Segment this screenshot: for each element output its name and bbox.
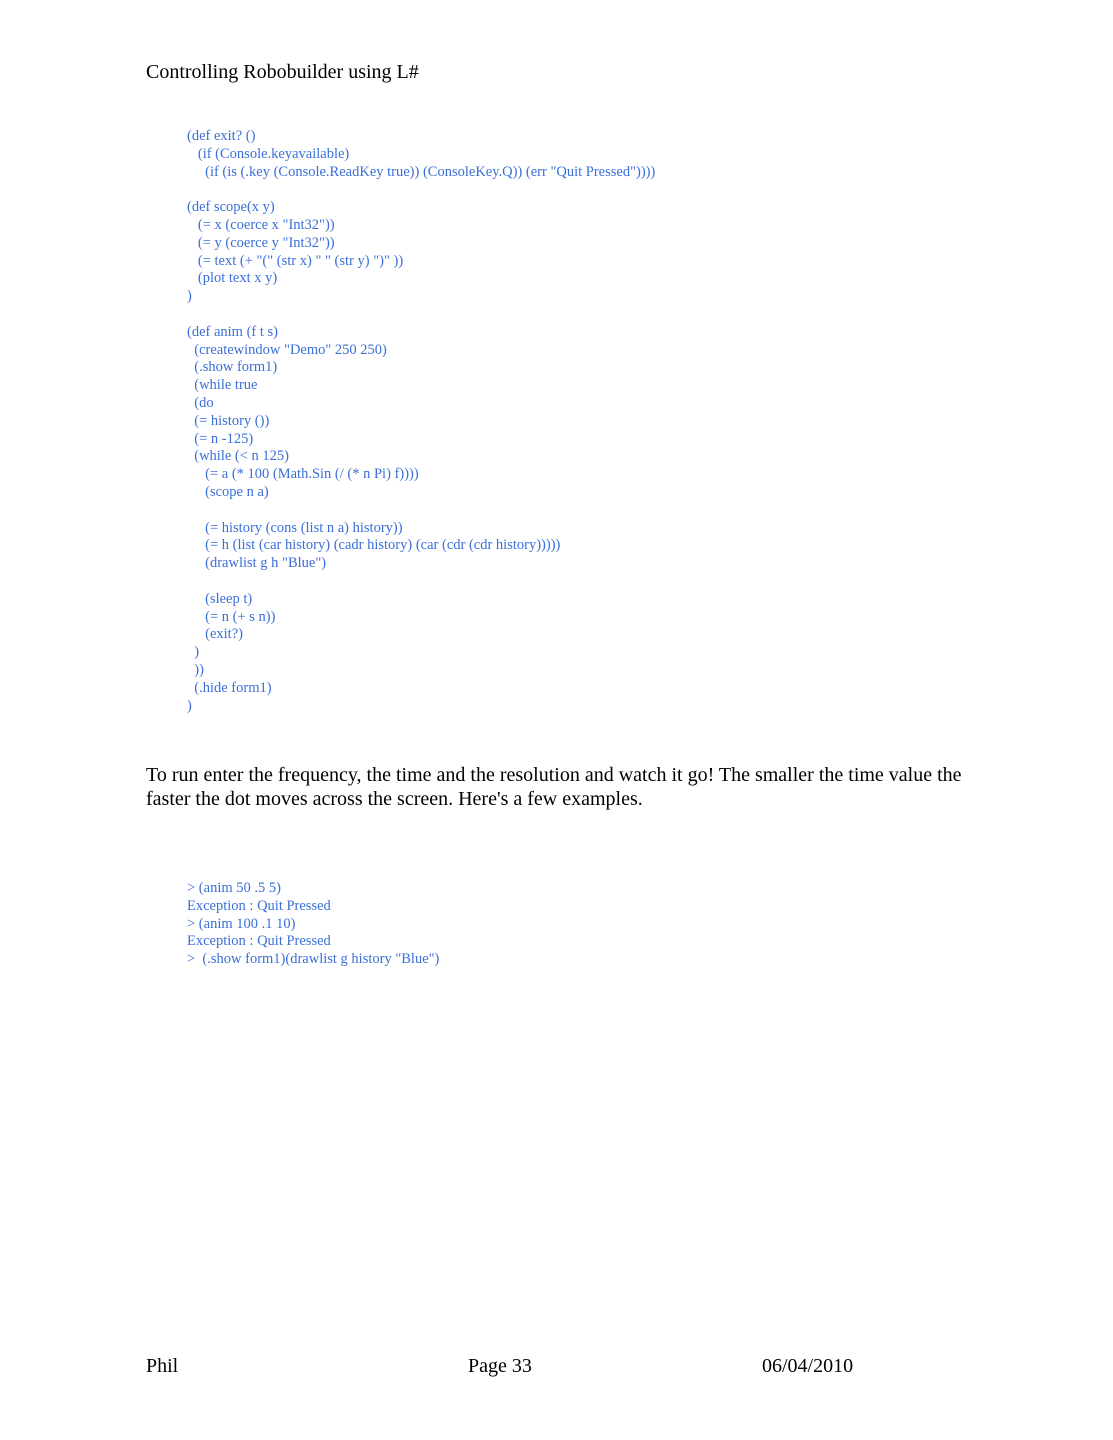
- code-line: (if (is (.key (Console.ReadKey true)) (ConsoleKey.Q)) (err "Quit Pressed")))): [187, 163, 656, 180]
- code-line: (sleep t): [187, 590, 253, 607]
- code-line: (def exit? (): [187, 128, 256, 144]
- code-line: > (anim 100 .1 10): [187, 915, 296, 932]
- code-line: (= n (+ s n)): [187, 608, 276, 625]
- code-line: (createwindow "Demo" 250 250): [187, 341, 387, 358]
- code-line: (= h (list (car history) (cadr history) (car (cdr (cdr history))))): [187, 537, 561, 554]
- code-line: (= n -125): [187, 430, 254, 447]
- code-block-examples: [187, 880, 439, 969]
- code-line: > (.show form1)(drawlist g history "Blue"): [187, 951, 440, 968]
- code-line: ): [187, 288, 192, 305]
- code-line: (drawlist g h "Blue"): [187, 555, 327, 572]
- code-line: (while true: [187, 377, 258, 394]
- footer-author: Phil: [146, 1355, 179, 1377]
- code-line: (= text (+ "(" (str x) " " (str y) ")" )): [187, 252, 404, 269]
- footer-page-number: Page 33: [468, 1355, 532, 1377]
- code-line: (.hide form1): [187, 679, 272, 696]
- code-line: ): [187, 697, 192, 714]
- code-line: (if (Console.keyavailable): [187, 145, 350, 162]
- code-line: (plot text x y): [187, 270, 278, 287]
- code-line: (= y (coerce y "Int32")): [187, 234, 335, 251]
- code-line: [187, 181, 655, 199]
- code-line: (do: [187, 394, 214, 411]
- code-line: (exit?): [187, 626, 243, 643]
- code-line: [187, 306, 655, 324]
- footer-date: 06/04/2010: [762, 1355, 854, 1377]
- code-line: Exception : Quit Pressed: [187, 933, 331, 950]
- page-header-title: Controlling Robobuilder using L#: [146, 61, 419, 83]
- code-line: )): [187, 661, 204, 678]
- code-line: (scope n a): [187, 483, 269, 500]
- code-line: > (anim 50 .5 5): [187, 880, 281, 896]
- body-paragraph: To run enter the frequency, the time and the resolution and watch it go! The smaller the time value the faster the dot moves across the screen. Here's a few examples.: [146, 764, 962, 810]
- code-line: (= history ()): [187, 412, 270, 429]
- code-line: (def scope(x y): [187, 199, 275, 216]
- code-line: ): [187, 644, 200, 661]
- code-line: (while (< n 125): [187, 448, 290, 465]
- code-line: (= x (coerce x "Int32")): [187, 216, 335, 233]
- code-line: (def anim (f t s): [187, 323, 278, 340]
- code-line: Exception : Quit Pressed: [187, 897, 331, 914]
- code-block-definitions: [187, 128, 655, 715]
- code-line: (.show form1): [187, 359, 278, 376]
- code-line: [187, 573, 655, 591]
- code-line: (= history (cons (list n a) history)): [187, 519, 403, 536]
- code-line: [187, 502, 655, 520]
- code-line: (= a (* 100 (Math.Sin (/ (* n Pi) f)))): [187, 466, 419, 483]
